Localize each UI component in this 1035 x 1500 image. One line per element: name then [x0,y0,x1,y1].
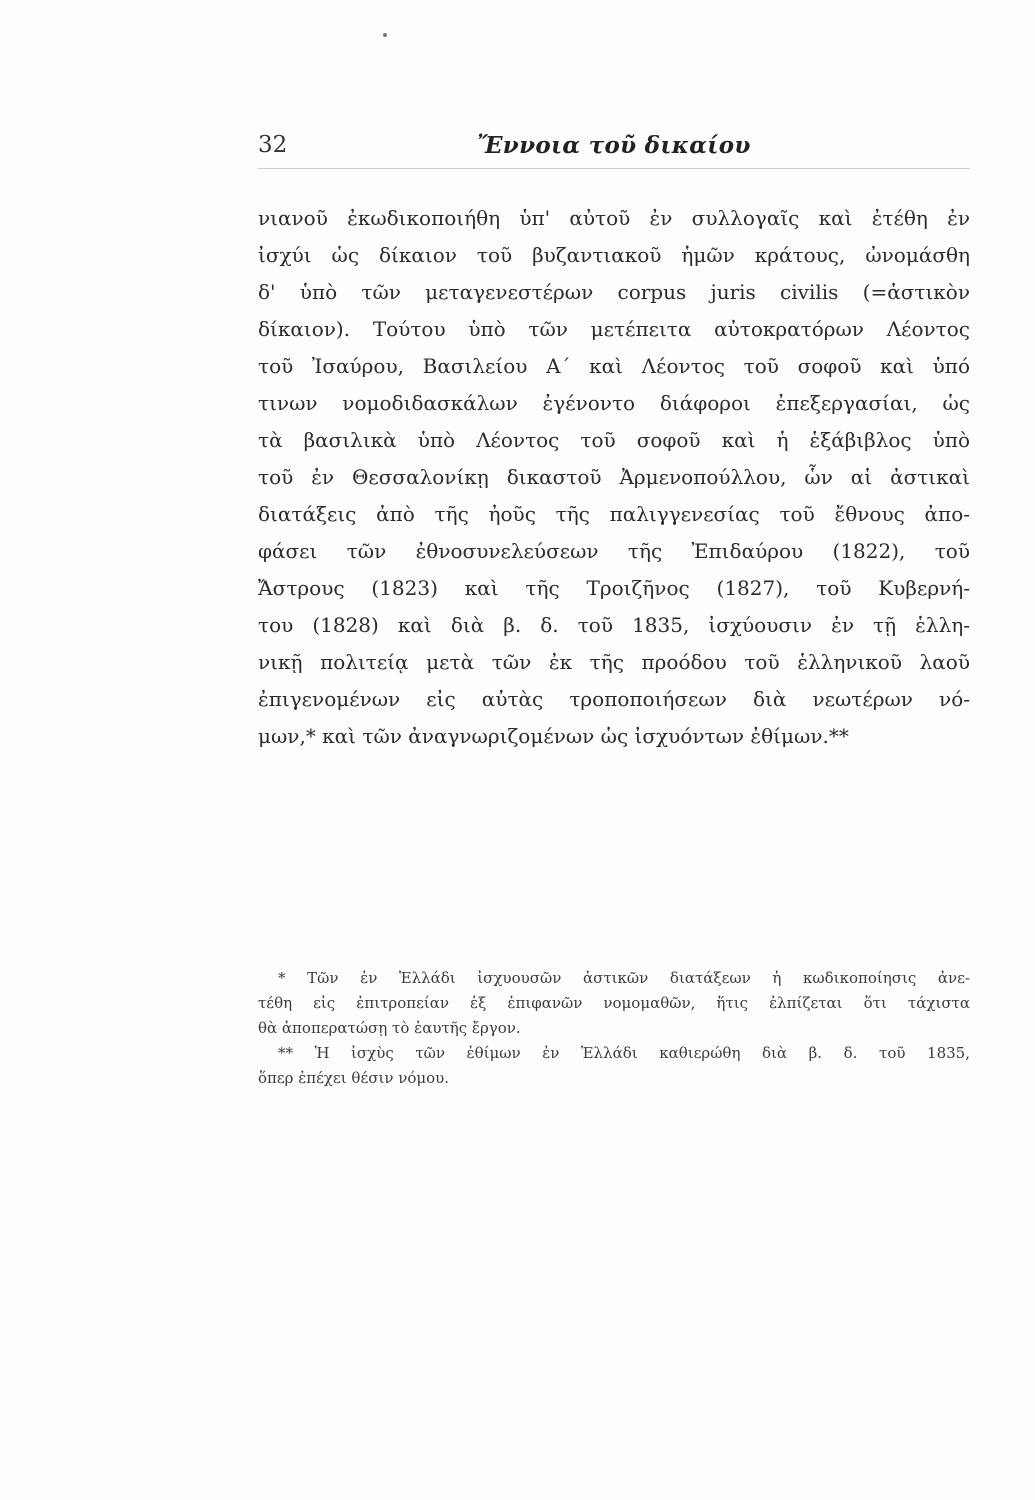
text-line: ἰσχύι ὡς δίκαιον τοῦ βυζαντιακοῦ ἡμῶν κράτους, ὠνομάσθη [258,243,970,267]
header-rule [258,168,970,169]
text-line: τοῦ Ἰσαύρου, Βασιλείου Α΄ καὶ Λέοντος τοῦ σοφοῦ καὶ ὑπό [258,354,970,378]
main-text [258,200,970,755]
footnote-line: θὰ ἀποπερατώσῃ τὸ ἑαυτῆς ἔργον. [258,1019,521,1037]
text-line: νικῇ πολιτείᾳ μετὰ τῶν ἐκ τῆς προόδου τοῦ ἑλληνικοῦ λαοῦ [258,650,970,674]
text-line: δίκαιον). Τούτου ὑπὸ τῶν μετέπειτα αὐτοκρατόρων Λέοντος [258,317,970,341]
footnote-line: ὅπερ ἐπέχει θέσιν νόμου. [258,1069,450,1087]
print-speck [383,33,387,37]
text-line: διατάξεις ἀπὸ τῆς ἠοῦς τῆς παλιγγενεσίας τοῦ ἔθνους ἀπο- [258,502,970,526]
text-line: νιανοῦ ἐκωδικοποιήθη ὑπ' αὐτοῦ ἐν συλλογαῖς καὶ ἐτέθη ἐν [258,206,970,230]
page-number: 32 [258,132,288,158]
footnote-line: τέθη εἰς ἐπιτροπείαν ἐξ ἐπιφανῶν νομομαθῶν, ἥτις ἐλπίζεται ὅτι τάχιστα [258,994,970,1012]
footnote-line: ** Ἡ ἰσχὺς τῶν ἐθίμων ἐν Ἑλλάδι καθιερώθη διὰ β. δ. τοῦ 1835, [278,1044,970,1062]
text-line: τοῦ ἐν Θεσσαλονίκῃ δικαστοῦ Ἀρμενοπούλλου, ὧν αἱ ἀστικαὶ [258,465,970,489]
footnotes [258,966,970,1091]
footnote-line: * Τῶν ἐν Ἑλλάδι ἰσχυουσῶν ἀστικῶν διατάξεων ἡ κωδικοποίησις ἀνε- [278,969,970,987]
running-head [258,132,970,166]
text-line: ἐπιγενομένων εἰς αὐτὰς τροποποιήσεων διὰ νεωτέρων νό- [258,687,970,711]
text-line: του (1828) καὶ διὰ β. δ. τοῦ 1835, ἰσχύουσιν ἐν τῇ ἑλλη- [258,613,970,637]
text-line: δ' ὑπὸ τῶν μεταγενεστέρων corpus juris civilis (=ἀστικὸν [258,280,970,304]
text-line: φάσει τῶν ἐθνοσυνελεύσεων τῆς Ἐπιδαύρου (1822), τοῦ [258,539,970,563]
text-line: μων,* καὶ τῶν ἀναγνωριζομένων ὡς ἰσχυόντων ἐθίμων.** [258,724,849,748]
text-line: τὰ βασιλικὰ ὑπὸ Λέοντος τοῦ σοφοῦ καὶ ἡ ἑξάβιβλος ὑπὸ [258,428,970,452]
chapter-title: Ἔννοια τοῦ δικαίου [477,132,751,159]
text-line: τινων νομοδιδασκάλων ἐγένοντο διάφοροι ἐπεξεργασίαι, ὡς [258,391,970,415]
text-line: Ἄστρους (1823) καὶ τῆς Τροιζῆνος (1827), τοῦ Κυβερνή- [258,576,970,600]
